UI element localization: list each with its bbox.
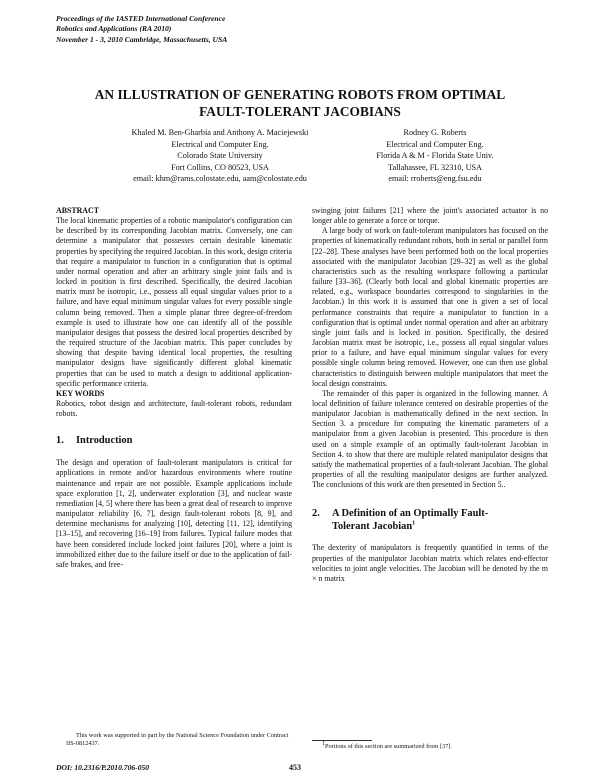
author-names: Khaled M. Ben-Gharbia and Anthony A. Maciejewski	[131, 128, 309, 137]
title-line-1: AN ILLUSTRATION OF GENERATING ROBOTS FROM OPTIMAL	[94, 87, 506, 102]
left-column	[56, 206, 292, 570]
author-names: Rodney G. Roberts	[403, 128, 467, 137]
section-1-title: Introduction	[76, 435, 133, 447]
keywords-text: Robotics, robot design and architecture, fault-tolerant robots, redundant robots.	[56, 398, 292, 419]
author-dept: Electrical and Computer Eng.	[386, 139, 484, 149]
footnote-mark: 1	[322, 740, 325, 747]
keywords-heading: KEY WORDS	[56, 388, 105, 398]
paper-title	[40, 86, 560, 120]
page-number: 453	[289, 763, 301, 772]
author-email: email: rroberts@eng.fsu.edu	[388, 174, 482, 183]
title-line-2: FAULT-TOLERANT JACOBIANS	[199, 104, 401, 119]
footnote-rule	[312, 740, 372, 741]
section-1-heading	[56, 434, 292, 447]
footnote-right	[312, 740, 548, 751]
footnote-left	[56, 732, 292, 748]
author-block-left	[90, 127, 350, 185]
proceedings-line-3: November 1 - 3, 2010 Cambridge, Massachusetts, USA	[56, 34, 228, 44]
intro-paragraph-1-continued: swinging joint failures [21] where the joint's associated actuator is no longer able to generate a force or torque.	[312, 206, 548, 226]
section-2-paragraph-1: The dexterity of manipulators is frequently quantified in terms of the properties of the manipulator Jacobian matrix which relates end-effector velocities to joint angle velocities. The Jacobian will be denoted by the m × n matrix	[312, 543, 548, 583]
proceedings-line-2: Robotics and Applications (RA 2010)	[56, 24, 172, 34]
intro-paragraph-1: The design and operation of fault-tolerant manipulators is critical for applications in remote and/or hazardous environments where routine maintenance and repair are not possible. Example applications include space exploration [1, 2], underwater exploration [3], and nuclear waste remediation [4, 5] where there has been a great deal of research to improve manipulator reliability [6, 7], design fault-tolerant robots [8, 9], and determine mechanisms for analyzing [10], detecting [11, 12], identifying [13–15], and recovering [16–19] from failures. Typical failure modes that have been considered include locked joint failures [20], where a joint is immobilized either due to the failure itself or due to the application of fail-safe brakes, and free-	[56, 458, 292, 569]
right-column	[312, 206, 548, 584]
author-university: Colorado State University	[177, 151, 263, 160]
section-2-heading	[312, 507, 548, 533]
section-2-title-line-2: Tolerant Jacobian	[332, 521, 413, 533]
proceedings-header	[56, 14, 227, 45]
intro-paragraph-3: The remainder of this paper is organized in the following manner. A local definition of failure tolerance centered on desirable properties of the manipulator Jacobian is mathematically defined in the next section. In Section 3. a procedure for computing the kinematic parameters of a manipulator from a given Jacobian is presented. This procedure is then used on a simple example of an optimally fault-tolerant Jacobian in Section 4. to show that there are multiple related manipulator designs that satisfy the mathematical properties of a fault-tolerant Jacobian. The global properties of all the resulting manipulator designs are further analyzed. The conclusions of this work are then presented in Section 5..	[312, 388, 548, 490]
author-email: email: khm@rams.colostate.edu, aam@colostate.edu	[133, 174, 307, 183]
section-2-number: 2.	[312, 508, 320, 520]
abstract-heading: ABSTRACT	[56, 206, 99, 215]
section-2-title-line-1: A Definition of an Optimally Fault-	[332, 508, 489, 520]
doi: DOI: 10.2316/P.2010.706-050	[56, 763, 150, 772]
portions-footnote: Portions of this section are summarized from [37].	[325, 743, 452, 750]
author-address: Tallahassee, FL 32310, USA	[388, 162, 482, 172]
section-1-number: 1.	[56, 435, 64, 447]
author-block-right	[335, 127, 535, 185]
author-university: Florida A & M - Florida State Univ.	[376, 151, 494, 160]
abstract-text: The local kinematic properties of a robotic manipulator's configuration can be described by its corresponding Jacobian matrix. Conversely, one can determine a manipulator that possesses certain desirable kinematic properties by specifying the required Jacobian. In this work, design criteria that require a manipulator to function in a configuration that is optimal under normal operation and after an arbitrary single joint fails and is locked in position is first described. Specifically, the desired Jacobian matrix must be isotropic, i.e., possess all equal singular values prior to a failure, and have equal minimum singular values for every possible single column being removed. Then a simple planar three degree-of-freedom example is used to illustrate how one can identify all of the possible manipulator designs that possess the desired local properties described by the required structure of the Jacobian matrix. This paper concludes by showing that despite having identical local properties, the resulting manipulator designs have significantly different global kinematic properties that can be used to match a design to additional application-specific performance criteria.	[56, 216, 292, 388]
author-address: Fort Collins, CO 80523, USA	[171, 162, 269, 172]
proceedings-line-1: Proceedings of the IASTED International Conference	[56, 14, 226, 23]
intro-paragraph-2: A large body of work on fault-tolerant manipulators has focused on the properties of kinematically redundant robots, both in serial or parallel form [22–28]. These analyses have been performed both on the local properties associated with the manipulator Jacobian [29–32] as well as the global characteristics such as the resulting workspace following a particular failure [33–36]. (Clearly both local and global kinematic properties are related, e.g., workspace boundaries correspond to singularities in the Jacobian.) In this work it is assumed that one is given a set of local performance constraints that require a manipulator to function in a configuration that is optimal under normal operation and after an arbitrary single joint fails and is locked in position. Specifically, the desired Jacobian matrix must be isotropic, i.e., possess all equal singular values prior to a failure, and have equal minimum singular values for every possible single column being removed. However, one can then use global characteristics to distinguish between multiple manipulators that meet the local design constraints.	[312, 226, 548, 388]
funding-footnote: This work was supported in part by the National Science Foundation under Contract IIS-0812437.	[66, 732, 289, 747]
author-dept: Electrical and Computer Eng.	[171, 139, 269, 149]
section-2-footnote-mark: 1	[412, 520, 416, 527]
